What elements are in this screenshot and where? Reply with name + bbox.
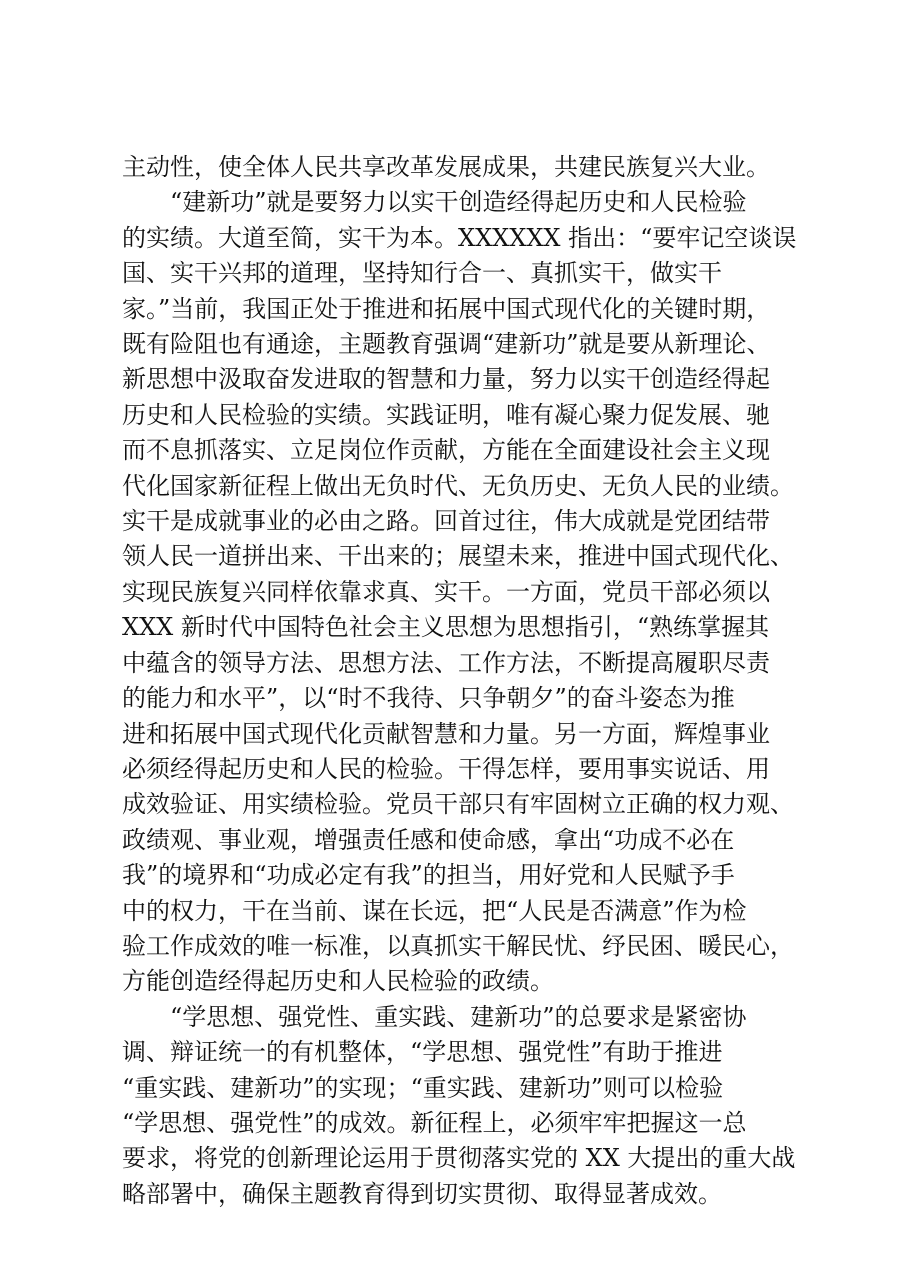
text-line: 成效验证、用实绩检验。党员干部只有牢固树立正确的权力观、 xyxy=(122,790,794,819)
text-line: 调、辩证统一的有机整体，“学思想、强党性”有助于推进 xyxy=(122,1038,723,1067)
paragraph-first-line: “建新功”就是要努力以实干创造经得起历史和人民检验 xyxy=(170,188,747,217)
text-line: 领人民一道拼出来、干出来的；展望未来，推进中国式现代化、 xyxy=(122,542,794,571)
text-line: 家。”当前，我国正处于推进和拓展中国式现代化的关键时期， xyxy=(122,294,771,323)
text-line: 而不息抓落实、立足岗位作贡献，方能在全面建设社会主义现 xyxy=(122,436,770,465)
text-line: 的能力和水平”，以“时不我待、只争朝夕”的奋斗姿态为推 xyxy=(122,684,735,713)
text-line: 中蕴含的领导方法、思想方法、工作方法，不断提高履职尽责 xyxy=(122,648,770,677)
text-line: 要求，将党的创新理论运用于贯彻落实党的 XX 大提出的重大战 xyxy=(122,1144,796,1173)
text-line: 实干是成就事业的必由之路。回首过往，伟大成就是党团结带 xyxy=(122,507,770,536)
text-line: 历史和人民检验的实绩。实践证明，唯有凝心聚力促发展、驰 xyxy=(122,400,770,429)
text-line: 必须经得起历史和人民的检验。干得怎样，要用事实说话、用 xyxy=(122,754,770,783)
text-line: XXX 新时代中国特色社会主义思想为思想指引，“熟练掌握其 xyxy=(122,613,770,642)
text-line: 既有险阻也有通途，主题教育强调“建新功”就是要从新理论、 xyxy=(122,330,771,359)
text-line: 政绩观、事业观，增强责任感和使命感，拿出“功成不必在 xyxy=(122,825,735,854)
text-line: 中的权力，干在当前、谋在长远，把“人民是否满意”作为检 xyxy=(122,896,747,925)
text-line: 的实绩。大道至简，实干为本。XXXXXX 指出：“要牢记空谈误 xyxy=(122,223,797,252)
text-line: 进和拓展中国式现代化贡献智慧和力量。另一方面，辉煌事业 xyxy=(122,719,770,748)
paragraph-first-line: “学思想、强党性、重实践、建新功”的总要求是紧密协 xyxy=(170,1002,747,1031)
text-line: 实现民族复兴同样依靠求真、实干。一方面，党员干部必须以 xyxy=(122,577,770,606)
text-line: 略部署中，确保主题教育得到切实贯彻、取得显著成效。 xyxy=(122,1179,722,1208)
text-line: 代化国家新征程上做出无负时代、无负历史、无负人民的业绩。 xyxy=(122,471,794,500)
text-line: 新思想中汲取奋发进取的智慧和力量，努力以实干创造经得起 xyxy=(122,365,770,394)
document-body xyxy=(122,150,802,1212)
text-line: “学思想、强党性”的成效。新征程上，必须牢牢把握这一总 xyxy=(122,1108,747,1137)
text-line: 国、实干兴邦的道理，坚持知行合一、真抓实干，做实干 xyxy=(122,259,722,288)
text-line: 我”的境界和“功成必定有我”的担当，用好党和人民赋予手 xyxy=(122,861,735,890)
text-line: 方能创造经得起历史和人民检验的政绩。 xyxy=(122,967,554,996)
text-line: 验工作成效的唯一标准，以真抓实干解民忧、纾民困、暖民心， xyxy=(122,931,794,960)
text-line: “重实践、建新功”的实现；“重实践、建新功”则可以检验 xyxy=(122,1073,724,1102)
text-line: 主动性，使全体人民共享改革发展成果，共建民族复兴大业。 xyxy=(122,153,770,181)
